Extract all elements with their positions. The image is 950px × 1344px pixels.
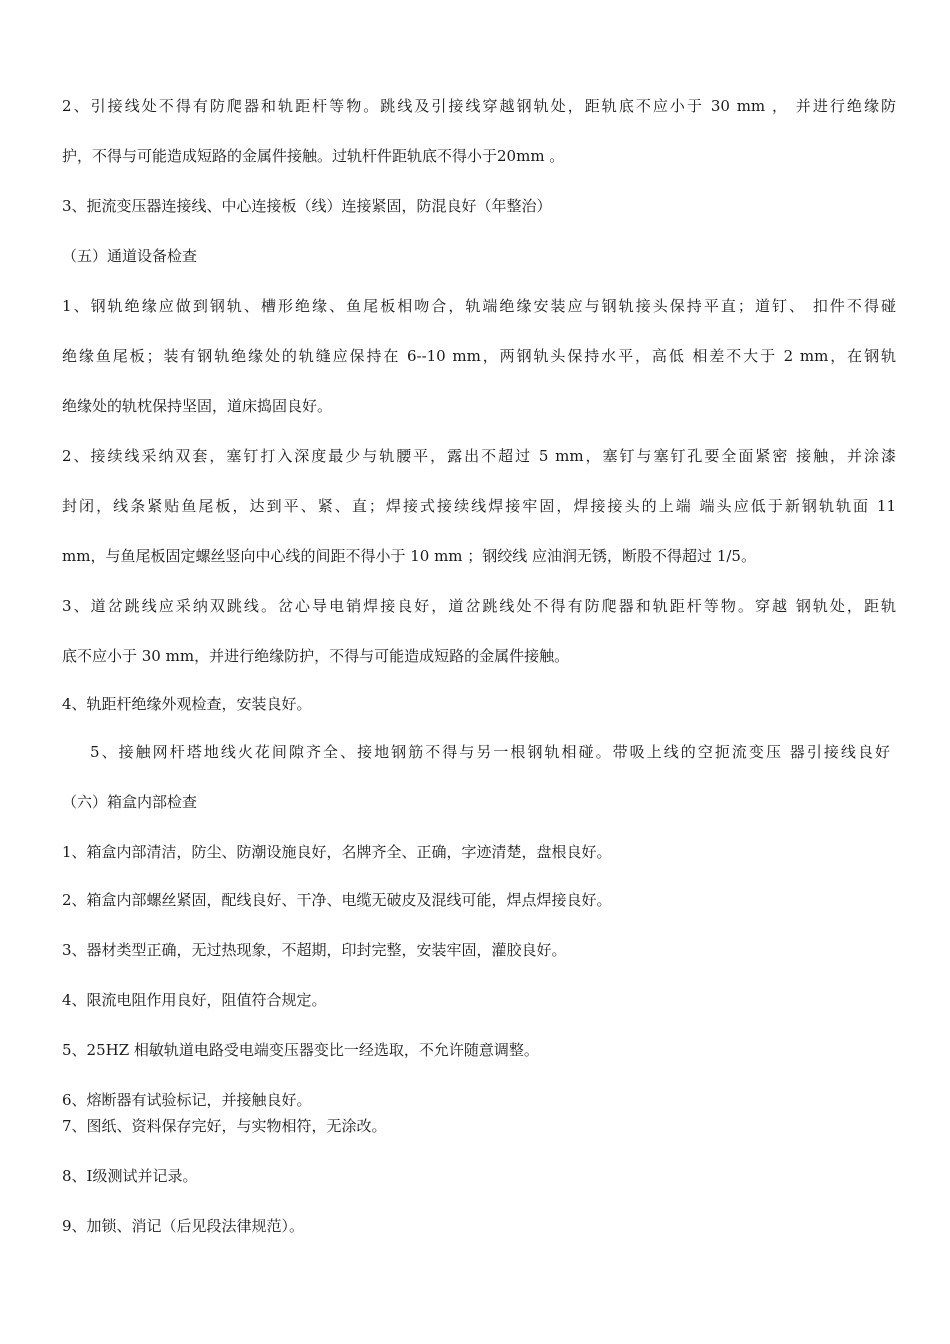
text-line: 5、25HZ 相敏轨道电路受电端变压器变比一经选取，不允许随意调整。 — [62, 1041, 539, 1059]
text-line: 8、Ⅰ级测试并记录。 — [62, 1167, 198, 1185]
text-line: 2、箱盒内部螺丝紧固，配线良好、干净、电缆无破皮及混线可能，焊点焊接良好。 — [62, 891, 612, 909]
section-heading: （六）箱盒内部检查 — [62, 793, 198, 811]
text-line: 1、箱盒内部清洁，防尘、防潮设施良好，名牌齐全、正确，字迹清楚，盘根良好。 — [62, 843, 612, 861]
text-line: 封闭，线条紧贴鱼尾板，达到平、紧、直；焊接式接续线焊接牢固，焊接接头的上端 端头应低于新钢轨轨面 11 — [62, 497, 896, 515]
text-line: mm，与鱼尾板固定螺丝竖向中心线的间距不得小于 10 mm ；钢绞线 应油润无锈，断股不得超过 1/5。 — [62, 547, 756, 565]
text-line: 3、器材类型正确，无过热现象，不超期，印封完整，安装牢固，灌胶良好。 — [62, 941, 567, 959]
text-line: 底不应小于 30 mm，并进行绝缘防护，不得与可能造成短路的金属件接触。 — [62, 647, 570, 665]
text-line: 7、图纸、资料保存完好，与实物相符，无涂改。 — [62, 1117, 387, 1135]
text-line: 绝缘鱼尾板；装有钢轨绝缘处的轨缝应保持在 6--10 mm，两钢轨头保持水平，高低 相差不大于 2 mm，在钢轨 — [62, 347, 896, 365]
text-line: 2、引接线处不得有防爬器和轨距杆等物。跳线及引接线穿越钢轨处，距轨底不应小于 30 mm ， 并进行绝缘防 — [62, 97, 896, 115]
section-heading: （五）通道设备检查 — [62, 247, 198, 265]
text-line: 护，不得与可能造成短路的金属件接触。过轨杆件距轨底不得小于20mm 。 — [62, 147, 565, 165]
text-line: 3、道岔跳线应采纳双跳线。岔心导电销焊接良好，道岔跳线处不得有防爬器和轨距杆等物。穿越 钢轨处，距轨 — [62, 597, 896, 615]
text-line: 4、轨距杆绝缘外观检查，安装良好。 — [62, 695, 312, 713]
text-line: 绝缘处的轨枕保持坚固，道床捣固良好。 — [62, 397, 333, 415]
text-line: 5、接触网杆塔地线火花间隙齐全、接地钢筋不得与另一根钢轨相碰。带吸上线的空扼流变压 器引接线良好 — [90, 743, 890, 761]
text-line: 1、钢轨绝缘应做到钢轨、槽形绝缘、鱼尾板相吻合，轨端绝缘安装应与钢轨接头保持平直；道钉、 扣件不得碰 — [62, 297, 896, 315]
text-line: 3、扼流变压器连接线、中心连接板（线）连接紧固，防混良好（年整治） — [62, 197, 552, 215]
text-line: 9、加锁、消记（后见段法律规范）。 — [62, 1217, 305, 1235]
text-line: 2、接续线采纳双套，塞钉打入深度最少与轨腰平，露出不超过 5 mm，塞钉与塞钉孔要全面紧密 接触，并涂漆 — [62, 447, 896, 465]
text-line: 4、限流电阻作用良好，阻值符合规定。 — [62, 991, 327, 1009]
text-line: 6、熔断器有试验标记，并接触良好。 — [62, 1091, 312, 1109]
